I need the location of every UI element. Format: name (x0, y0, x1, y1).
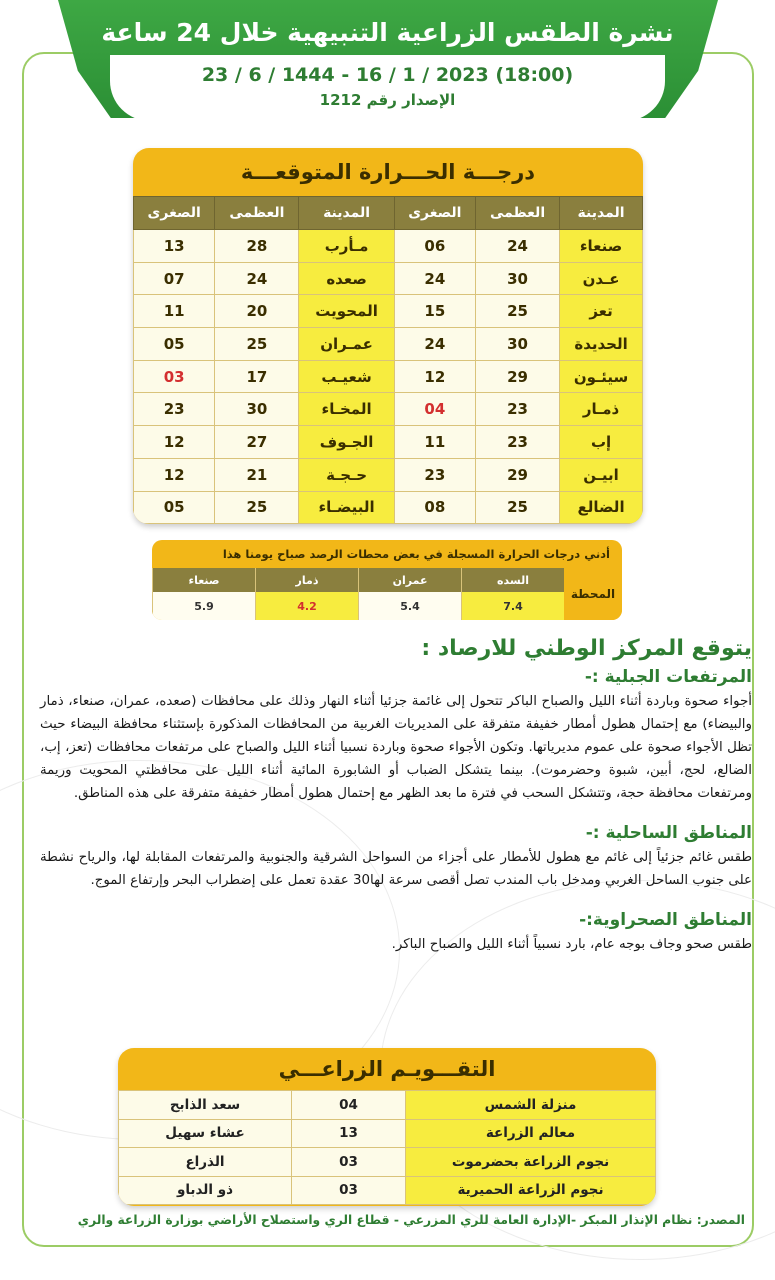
city-name: ذمـار (560, 393, 643, 426)
expected-temperature-table (133, 148, 643, 524)
temperature-row (134, 426, 643, 459)
desert-text: طقس صحو وجاف بوجه عام، بارد نسبياً أثناء الليل والصباح الباكر. (391, 937, 752, 952)
min-temp: 11 (394, 426, 475, 459)
temperature-row (134, 360, 643, 393)
calendar-number: 04 (292, 1091, 406, 1120)
city-name: عمـران (299, 328, 394, 361)
min-temp: 08 (394, 491, 475, 524)
temperature-row (134, 393, 643, 426)
min-temp: 13 (134, 230, 215, 263)
column-header-max: العظمى (215, 197, 299, 230)
calendar-number: 13 (292, 1119, 406, 1148)
forecast-section (40, 636, 752, 956)
min-temp: 06 (394, 230, 475, 263)
max-temp: 25 (215, 491, 299, 524)
min-temp: 23 (394, 458, 475, 491)
station-column (358, 568, 461, 620)
station-column (255, 568, 358, 620)
station-value: 5.4 (359, 592, 461, 620)
city-name: الضالع (560, 491, 643, 524)
station-column (152, 568, 255, 620)
city-name: تعز (560, 295, 643, 328)
temperature-row (134, 230, 643, 263)
calendar-row (119, 1091, 656, 1120)
min-temp: 05 (134, 491, 215, 524)
city-name: صنعاء (560, 230, 643, 263)
city-name: إب (560, 426, 643, 459)
calendar-value: ذو الدباو (119, 1176, 292, 1205)
calendar-grid (118, 1090, 656, 1205)
station-value: 7.4 (462, 592, 564, 620)
station-column (461, 568, 564, 620)
temperature-grid (133, 196, 643, 524)
max-temp: 17 (215, 360, 299, 393)
min-temp: 03 (134, 360, 215, 393)
city-name: البيضـاء (299, 491, 394, 524)
max-temp: 24 (476, 230, 560, 263)
calendar-row (119, 1119, 656, 1148)
min-temp: 11 (134, 295, 215, 328)
calendar-title: التقـــويـم الزراعـــي (278, 1057, 496, 1081)
temperature-header-row (134, 197, 643, 230)
calendar-key: نجوم الزراعة الحميرية (406, 1176, 656, 1205)
lowest-temperatures-title: أدني درجات الحرارة المسجلة في بعض محطات الرصد صباح يومنا هذا (222, 547, 610, 561)
calendar-row (119, 1176, 656, 1205)
max-temp: 30 (476, 262, 560, 295)
min-temp: 05 (134, 328, 215, 361)
column-header-city: المدينة (560, 197, 643, 230)
source-credit: المصدر: نظام الإنذار المبكر -الإدارة العامة للري المزرعي - قطاع الري واستصلاح الأراضي بوزارة الزراعة والري (77, 1213, 745, 1227)
temperature-row (134, 491, 643, 524)
city-name: شعيـب (299, 360, 394, 393)
min-temp: 04 (394, 393, 475, 426)
issue-number: الإصدار رقم 1212 (319, 91, 456, 109)
temperature-row (134, 458, 643, 491)
city-name: ابيـن (560, 458, 643, 491)
agricultural-calendar (118, 1048, 656, 1206)
city-name: مـأرب (299, 230, 394, 263)
city-name: المخـاء (299, 393, 394, 426)
calendar-value: عشاء سهيل (119, 1119, 292, 1148)
max-temp: 30 (476, 328, 560, 361)
min-temp: 24 (394, 262, 475, 295)
max-temp: 23 (476, 393, 560, 426)
bulletin-title: نشرة الطقس الزراعية التنبيهية خلال 24 ساعة (101, 18, 674, 47)
column-header-min: الصغرى (134, 197, 215, 230)
station-label: المحطة (564, 568, 622, 620)
min-temp: 23 (134, 393, 215, 426)
coastal-title: المناطق الساحلية :- (585, 823, 752, 843)
column-header-max: العظمى (476, 197, 560, 230)
max-temp: 25 (476, 295, 560, 328)
max-temp: 29 (476, 360, 560, 393)
max-temp: 29 (476, 458, 560, 491)
max-temp: 20 (215, 295, 299, 328)
station-name: السده (462, 568, 564, 592)
city-name: الحديدة (560, 328, 643, 361)
calendar-row (119, 1148, 656, 1177)
station-name: عمران (359, 568, 461, 592)
max-temp: 21 (215, 458, 299, 491)
city-name: صعده (299, 262, 394, 295)
city-name: الجـوف (299, 426, 394, 459)
min-temp: 12 (394, 360, 475, 393)
station-value: 5.9 (153, 592, 255, 620)
bulletin-date: 23 / 6 / 1444 - 16 / 1 / 2023 (18:00) (201, 64, 574, 86)
max-temp: 23 (476, 426, 560, 459)
calendar-key: نجوم الزراعة بحضرموت (406, 1148, 656, 1177)
min-temp: 12 (134, 458, 215, 491)
max-temp: 30 (215, 393, 299, 426)
calendar-value: الذراع (119, 1148, 292, 1177)
lowest-temperatures-grid (152, 568, 622, 620)
max-temp: 25 (215, 328, 299, 361)
highlands-title: المرتفعات الجبلية :- (584, 667, 752, 687)
max-temp: 24 (215, 262, 299, 295)
max-temp: 28 (215, 230, 299, 263)
column-header-city: المدينة (299, 197, 394, 230)
temperature-table-title: درجـــة الحـــرارة المتوقعـــة (240, 160, 536, 184)
station-name: صنعاء (153, 568, 255, 592)
max-temp: 25 (476, 491, 560, 524)
column-header-min: الصغرى (394, 197, 475, 230)
min-temp: 07 (134, 262, 215, 295)
desert-title: المناطق الصحراوية:- (579, 910, 752, 930)
station-value: 4.2 (256, 592, 358, 620)
calendar-number: 03 (292, 1148, 406, 1177)
min-temp: 12 (134, 426, 215, 459)
city-name: حـجـة (299, 458, 394, 491)
city-name: سيئـون (560, 360, 643, 393)
temperature-row (134, 262, 643, 295)
forecast-heading: يتوقع المركز الوطني للارصاد : (421, 636, 752, 661)
min-temp: 15 (394, 295, 475, 328)
temperature-row (134, 328, 643, 361)
calendar-number: 03 (292, 1176, 406, 1205)
calendar-key: معالم الزراعة (406, 1119, 656, 1148)
calendar-key: منزلة الشمس (406, 1091, 656, 1120)
station-name: ذمار (256, 568, 358, 592)
city-name: عـدن (560, 262, 643, 295)
lowest-temperatures-table (152, 540, 622, 620)
max-temp: 27 (215, 426, 299, 459)
city-name: المحويت (299, 295, 394, 328)
coastal-text: طقس غائم جزئياً إلى غائم مع هطول للأمطار على أجزاء من السواحل الشرقية والجنوبية والمرتفعات المقابلة لها، والرياح نشطة على جنوب الساحل الغربي ومدخل باب المندب تصل أقصى سرعة لها30 عقدة تعمل على إضطراب البحر وإرتفاع الموج. (40, 850, 752, 888)
calendar-value: سعد الذابح (119, 1091, 292, 1120)
highlands-text: أجواء صحوة وباردة أثناء الليل والصباح الباكر تتحول إلى غائمة جزئيا أثناء النهار وذلك على محافظات (صعده، عمران، صنعاء، ذمار والبيضاء) مع إحتمال هطول أمطار خفيفة متفرقة على المديريات الغربية من المحافظات المذكورة بإستثناء محافظة البيضاء حيث تظل الأجواء صحوة على عموم مديرياتها. وتكون الأجواء صحوة وباردة نسبيا أثناء الليل والصباح على مرتفعات محافظات (تعز، إب، الضالع، لحج، أبين، شبوة وحضرموت). بينما يتشكل الضباب أو الشابورة المائية أثناء الليل على محافظتي المحويت وريمة ومرتفعات محافظة حجة، وتتشكل السحب في فترة ما بعد الظهر مع إحتمال هطول أمطار خفيفة متفرقة على هذه المناطق. (40, 694, 752, 801)
temperature-row (134, 295, 643, 328)
min-temp: 24 (394, 328, 475, 361)
